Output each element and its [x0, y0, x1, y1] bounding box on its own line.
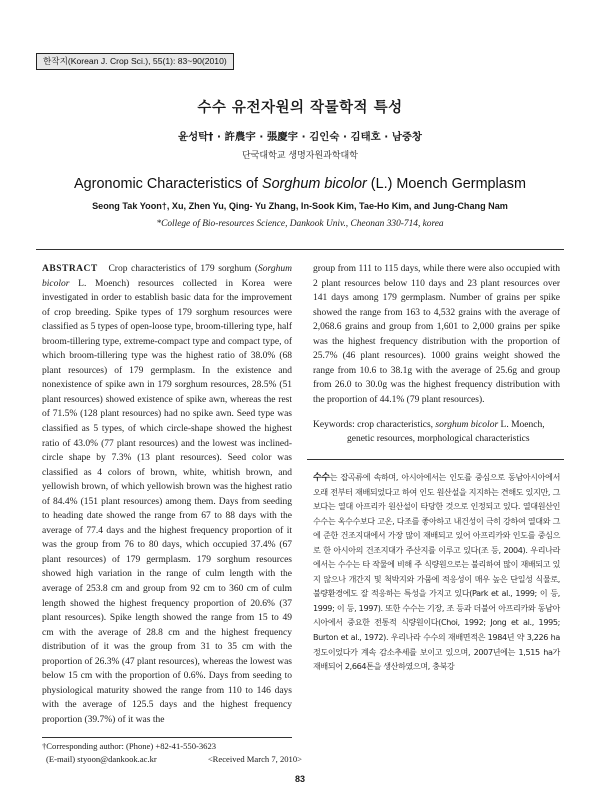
authors-english: Seong Tak Yoon†, Xu, Zhen Yu, Qing- Yu Zhang, In-Sook Kim, Tae-Ho Kim, and Jung-Chang Nam [92, 201, 508, 211]
footnote-divider [42, 737, 292, 738]
journal-header [36, 53, 234, 70]
affiliation-korean: 단국대학교 생명자원과학대학 [242, 151, 358, 161]
body-korean [313, 471, 560, 675]
abstract-species: Sorghum bicolor [42, 264, 293, 289]
keywords-pre: : crop characteristics, [352, 420, 436, 430]
body-lead-word: 수수 [313, 473, 330, 483]
corresponding-author: †Corresponding author: (Phone) +82-41-550-3623 [42, 741, 217, 751]
received-date: <Received March 7, 2010> [207, 753, 302, 764]
keywords-species: sorghum bicolor [435, 420, 499, 430]
abstract-right-column [313, 262, 560, 407]
footnote [42, 740, 302, 765]
title-english-pre: Agronomic Characteristics of [74, 176, 262, 192]
journal-citation: 한작지(Korean J. Crop Sci.), 55(1): 83~90(2010) [43, 56, 227, 66]
page-number: 83 [294, 774, 305, 784]
keywords-divider [307, 459, 564, 460]
keywords-post: L. Moench, [498, 420, 545, 430]
abstract-label: ABSTRACT [42, 264, 98, 274]
author-email: (E-mail) styoon@dankook.ac.kr [46, 753, 157, 764]
abstract-text-left: L. Moench) resources collected in Korea were investigated in order to establish basic data for the improvement of crop breeding. Spike types of 179 sorghum resources were classified as 5 types of open-loose type, broom-tillering type, half broom-tillering type, extreme-compact type and compact type, of which broom-tillering type was the highest ratio of 38.0% (68 plant resources) of 179 germplasm. In the existence and nonexistence of spike awn in 179 sorghum resources, 28.5% (51 plant resources) showed existence of spike awn, whereas the rest of 71.5% (128 plant resources) had no spike awn. Seed type was classified as 5 types, of which circle-shape showed the highest ratio of 43.0% (77 plant resources) and the lowest was inclined-circle shape by 7.3% (13 plant resources). Seed color was classified as 4 colors of brown, white, whitish brown, and yellowish brown, of which yellowish brown was the highest ratio of 84.4% (151 plant resources) among them. Days from seeding to heading date showed the range from 67 to 88 days with the average of 77.4 days and the highest frequency proportion of it was the group from 76 to 80 days, which occupied 37.4% (67 plant resources) of 179 germplasm. 179 sorghum resources showed high variation in the range of culm length with the average of 253.8 cm and group from 92 cm to 360 cm of culm length showed the highest frequency proportion of 20.6% (37 plant resources). Spike length showed the range from 15 to 49 cm with the average of 28.8 cm and the highest frequency distribution of it was the group from 31 to 35 cm with the proportion of 26.3% (47 plant resources), whereas the lowest was below 15 cm with the proportion of 0.6%. Days from seeding to physiological maturity showed the range from 110 to 146 days with the average of 125.5 days and the highest frequency proportion (39.7%) of it was the [42, 278, 292, 725]
abstract-text-right: group from 111 to 115 days, while there were also occupied with 2 plant resources below 110 days and 23 plant resources over 141 days among 179 germplasm. Number of grains per spike showed the range from 163 to 4,532 grains with the average of 2,068.6 grains and group from 1,601 to 2,000 grains per spike was the highest frequency distribution with the proportion of 25.7% (46 plant resources). 1000 grains weight showed the range from 10.6 to 38.1g with the average of 25.6g and group from 26.0 to 30.0g was the highest frequency distribution with the proportion of 44.1% (79 plant resources). [313, 264, 560, 405]
abstract-left-column [42, 262, 292, 728]
abstract-text-pre: Crop characteristics of 179 sorghum ( [108, 264, 259, 274]
authors-korean: 윤성탁† · 許農宇 · 張慶宇 · 김인숙 · 김태호 · 남중창 [178, 131, 422, 143]
title-korean: 수수 유전자원의 작물학적 특성 [197, 100, 403, 116]
title-english [0, 176, 600, 192]
keywords [313, 418, 560, 447]
affiliation-english: *College of Bio-resources Science, Dankook Univ., Cheonan 330-714, korea [156, 219, 444, 229]
title-english-post: (L.) Moench Germplasm [366, 176, 526, 192]
body-korean-text: 는 잡곡류에 속하며, 아시아에서는 인도를 중심으로 동남아시아에서 오래 전부터 재배되었다고 하여 인도 원산설을 지지하는 견해도 있지만, 그 보다는 열대 아프리카 원산설이 타당한 것으로 인정되고 있다. 열대원산인 수수는 옥수수보다 고온, 다조를 좋아하고 내건성이 극히 강하여 열대와 그에 준한 건조지대에서 가장 많이 재배되고 있어 아프리카와 인도를 중심으로 한 아시아의 건조지대가 주산지를 이루고 있다(조 등, 2004). 우리나라에서는 수수는 타 작물에 비해 주 식량원으로는 불리하여 많이 재배되고 있지 않으나 개간지 및 척박지와 가뭄에 적응성이 매우 높은 단일성 식물로, 불량환경에도 잘 적응하는 특성을 가지고 있다(Park et al., 1999; 이 등, 1999; 이 등, 1997). 또한 수수는 기장, 조 등과 더불어 아프리카와 동남아시아에서 중요한 전통적 식량원이다(Choi, 1992; Jong et al., 1995; Burton et al., 1972). 우리나라 수수의 재배면적은 1984년 약 3,226 ha 정도이었다가 계속 감소추세를 보이고 있으며, 2007년에는 1,515 ha가 재배되어 2,664톤을 생산하였으며, 충북강 [313, 473, 560, 672]
keywords-rest: genetic resources, morphological characteristics [347, 434, 530, 445]
header-divider [36, 249, 564, 250]
title-english-species: Sorghum bicolor [262, 176, 367, 192]
keywords-label: Keywords [313, 420, 353, 430]
